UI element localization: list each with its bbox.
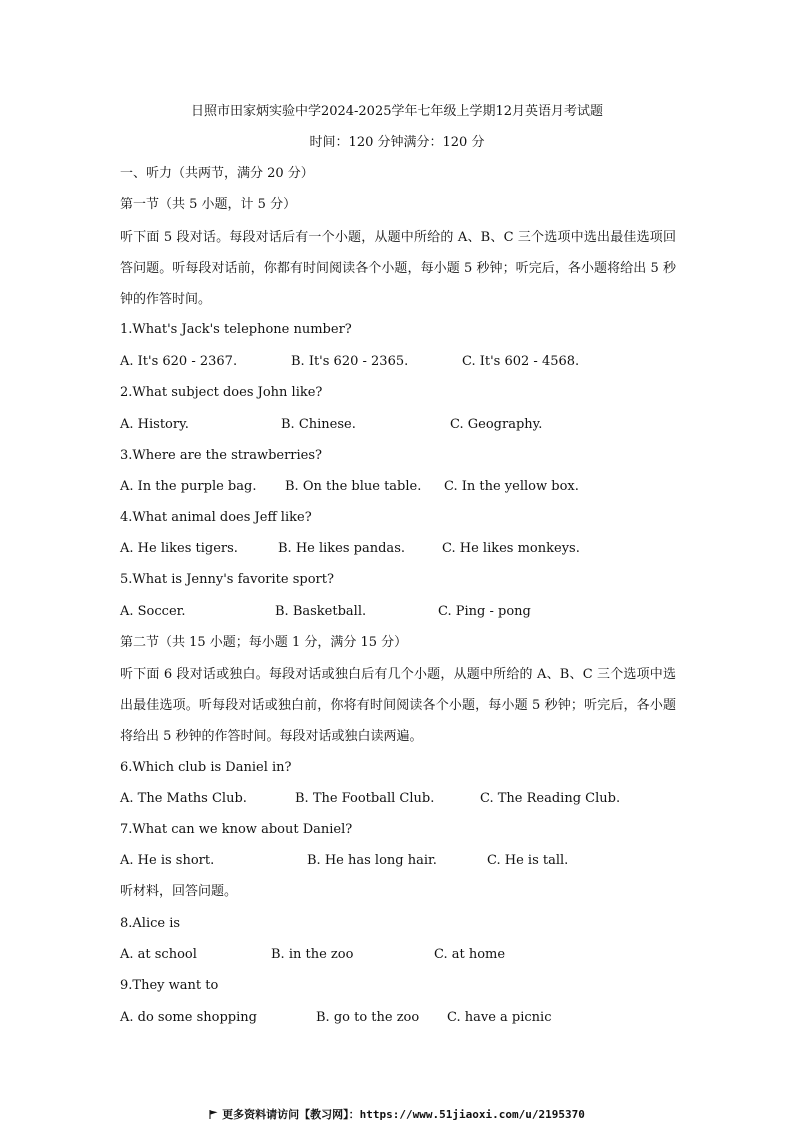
q1-option-c: C. It's 602 - 4568. <box>462 354 580 369</box>
q1-option-b: B. It's 620 - 2365. <box>291 354 409 369</box>
part1-instructions: 听下面 5 段对话。每段对话后有一个小题，从题中所给的 A、B、C 三个选项中选出最佳选项回答问题。听每段对话前，你都有时间阅读各个小题，每小题 5 秒钟；听完后，各小题将给出 5 秒钟的作答时间。 <box>120 230 676 307</box>
q9-option-b: B. go to the zoo <box>316 1010 420 1025</box>
question-4: 4.What animal does Jeff like? <box>120 510 312 525</box>
q6-option-b: B. The Football Club. <box>295 791 435 806</box>
part1-heading: 第一节（共 5 小题，计 5 分） <box>120 197 297 212</box>
q7-option-a: A. He is short. <box>120 853 215 868</box>
page-subtitle: 时间：120 分钟满分：120 分 <box>309 135 485 150</box>
question-3: 3.Where are the strawberries? <box>120 448 323 463</box>
q7-option-b: B. He has long hair. <box>307 853 437 868</box>
question-7: 7.What can we know about Daniel? <box>120 822 353 837</box>
q5-option-b: B. Basketball. <box>275 604 367 619</box>
question-2: 2.What subject does John like? <box>120 385 323 400</box>
q6-option-c: C. The Reading Club. <box>480 791 621 806</box>
footer-link[interactable] <box>0 1108 794 1122</box>
page-title: 日照市田家炳实验中学2024-2025学年七年级上学期12月英语月考试题 <box>190 104 604 119</box>
q7-option-c: C. He is tall. <box>487 853 569 868</box>
q4-option-b: B. He likes pandas. <box>278 541 405 556</box>
flag-icon <box>209 1110 218 1119</box>
question-8: 8.Alice is <box>120 916 181 931</box>
q9-option-c: C. have a picnic <box>447 1010 552 1025</box>
q9-option-a: A. do some shopping <box>120 1010 257 1025</box>
q5-option-c: C. Ping - pong <box>438 604 531 619</box>
q3-option-a: A. In the purple bag. <box>120 479 257 494</box>
part2-instructions: 听下面 6 段对话或独白。每段对话或独白后有几个小题，从题中所给的 A、B、C 三个选项中选出最佳选项。听每段对话或独白前，你将有时间阅读各个小题，每小题 5 秒钟；听完后，各小题将给出 5 秒钟的作答时间。每段对话或独白读两遍。 <box>120 667 676 744</box>
question-6: 6.Which club is Daniel in? <box>120 760 292 775</box>
q8-option-b: B. in the zoo <box>271 947 354 962</box>
q8-option-a: A. at school <box>120 947 197 962</box>
q2-option-b: B. Chinese. <box>281 417 356 432</box>
q3-option-b: B. On the blue table. <box>285 479 422 494</box>
question-1: 1.What's Jack's telephone number? <box>120 322 352 337</box>
question-5: 5.What is Jenny's favorite sport? <box>120 572 334 587</box>
q8-option-c: C. at home <box>434 947 506 962</box>
q2-option-c: C. Geography. <box>450 417 543 432</box>
part2-heading: 第二节（共 15 小题；每小题 1 分，满分 15 分） <box>120 635 408 650</box>
q6-option-a: A. The Maths Club. <box>120 791 247 806</box>
q2-option-a: A. History. <box>120 417 189 432</box>
material-note: 听材料，回答问题。 <box>120 884 238 899</box>
q3-option-c: C. In the yellow box. <box>444 479 579 494</box>
footer-text: 更多资料请访问【教习网】：https://www.51jiaoxi.com/u/2195370 <box>222 1108 585 1121</box>
question-9: 9.They want to <box>120 978 219 993</box>
q5-option-a: A. Soccer. <box>120 604 186 619</box>
q4-option-a: A. He likes tigers. <box>120 541 238 556</box>
q1-option-a: A. It's 620 - 2367. <box>120 354 238 369</box>
q4-option-c: C. He likes monkeys. <box>442 541 580 556</box>
section-heading: 一、听力（共两节，满分 20 分） <box>120 166 314 181</box>
